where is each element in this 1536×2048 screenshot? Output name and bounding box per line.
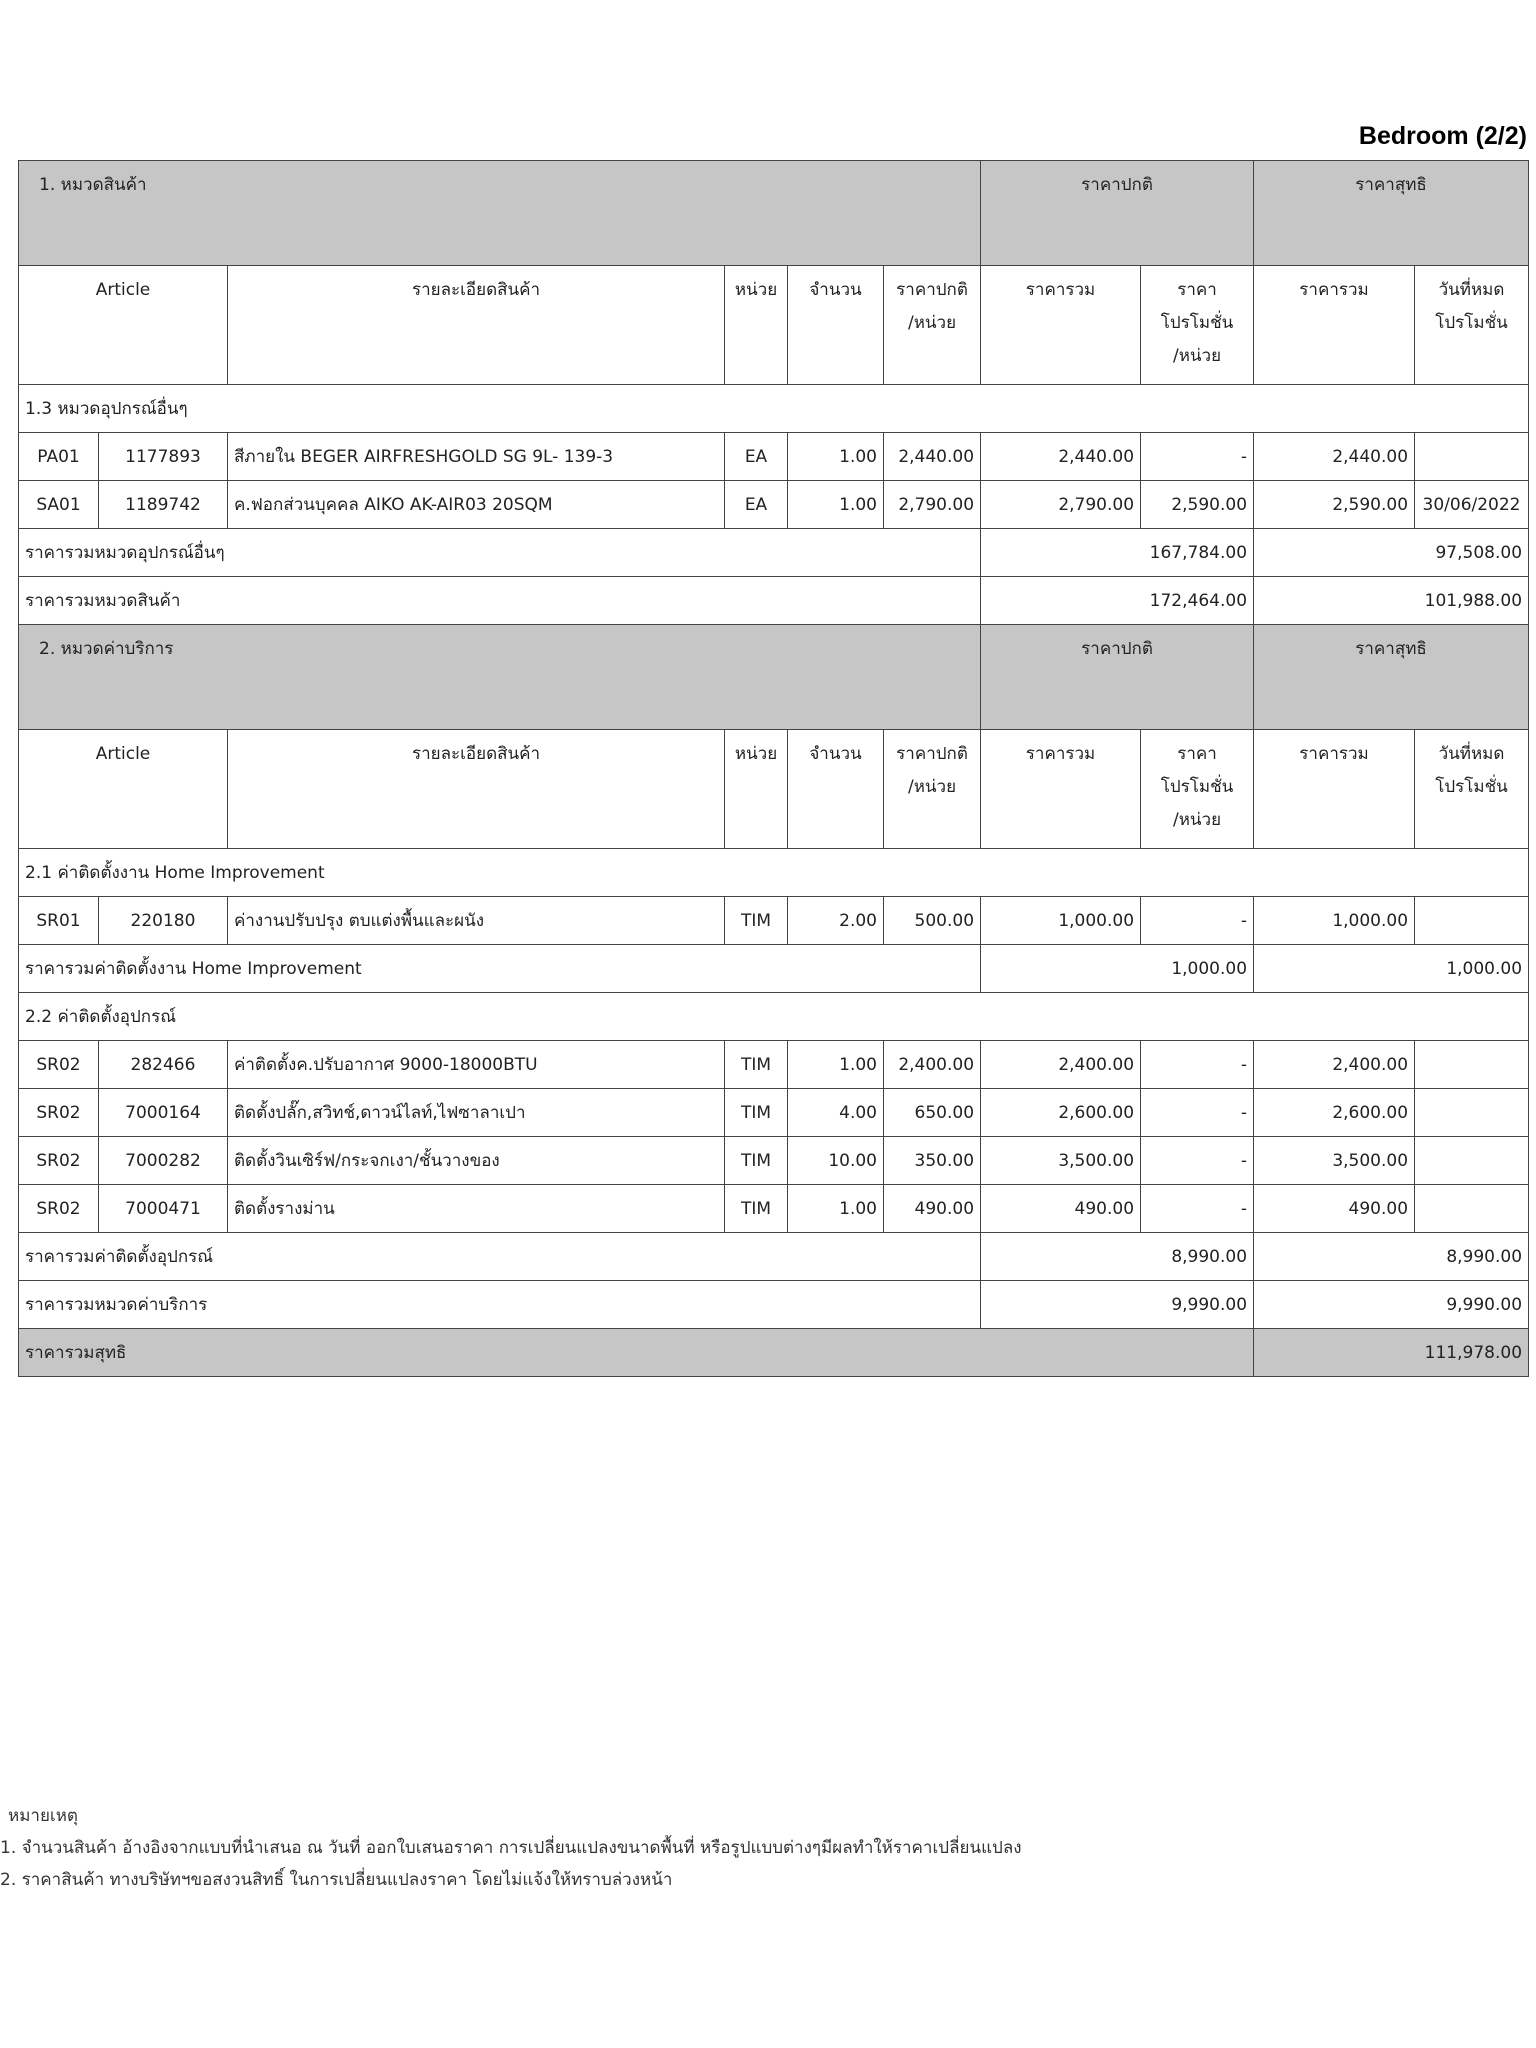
page-title: Bedroom (2/2) xyxy=(1358,122,1527,150)
column-header-row xyxy=(19,730,1529,849)
cell-qty: 4.00 xyxy=(788,1089,884,1137)
cell-code: SR02 xyxy=(19,1089,99,1137)
group-title: 1.3 หมวดอุปกรณ์อื่นๆ xyxy=(19,385,1529,433)
cell-qty: 2.00 xyxy=(788,897,884,945)
cell-article: 7000282 xyxy=(99,1137,228,1185)
col-article: Article xyxy=(19,730,228,849)
col-promo-end: วันที่หมด โปรโมชั่น xyxy=(1415,266,1529,385)
note-item: 1. จำนวนสินค้า อ้างอิงจากแบบที่นำเสนอ ณ วันที่ ออกใบเสนอราคา การเปลี่ยนแปลงขนาดพื้นที่ หรือรูปแบบต่างๆมีผลทำให้ราคาเปลี่ยนแปลง xyxy=(0,1838,1022,1858)
col-promo: ราคา โปรโมชั่น /หน่วย xyxy=(1141,266,1254,385)
section-total-net: 101,988.00 xyxy=(1254,577,1529,625)
cell-end xyxy=(1415,433,1529,481)
section-total-normal: 172,464.00 xyxy=(981,577,1254,625)
cell-unit: TIM xyxy=(725,1089,788,1137)
cell-qty: 1.00 xyxy=(788,433,884,481)
table-row xyxy=(19,1185,1529,1233)
cell-net: 3,500.00 xyxy=(1254,1137,1415,1185)
cell-net: 2,590.00 xyxy=(1254,481,1415,529)
col-total: ราคารวม xyxy=(981,730,1141,849)
cell-article: 1177893 xyxy=(99,433,228,481)
cell-total: 490.00 xyxy=(981,1185,1141,1233)
note-item: 2. ราคาสินค้า ทางบริษัทฯขอสงวนสิทธิ์ ในการเปลี่ยนแปลงราคา โดยไม่แจ้งให้ทราบล่วงหน้า xyxy=(0,1870,673,1890)
cell-unit: TIM xyxy=(725,897,788,945)
section-total-row xyxy=(19,577,1529,625)
section-total-net: 9,990.00 xyxy=(1254,1281,1529,1329)
cell-end xyxy=(1415,897,1529,945)
col-unit-price: ราคาปกติ /หน่วย xyxy=(884,730,981,849)
cell-promo: - xyxy=(1141,433,1254,481)
cell-desc: ติดตั้งวินเซิร์ฟ/กระจกเงา/ชั้นวางของ xyxy=(228,1137,725,1185)
table-row xyxy=(19,481,1529,529)
cell-desc: ติดตั้งรางม่าน xyxy=(228,1185,725,1233)
section-total-row xyxy=(19,1281,1529,1329)
cell-unit: TIM xyxy=(725,1137,788,1185)
table-row xyxy=(19,1137,1529,1185)
normal-price-header: ราคาปกติ xyxy=(981,625,1254,730)
col-unit: หน่วย xyxy=(725,730,788,849)
cell-total: 2,440.00 xyxy=(981,433,1141,481)
cell-net: 490.00 xyxy=(1254,1185,1415,1233)
quotation-table xyxy=(18,160,1529,1377)
cell-unit-price: 2,790.00 xyxy=(884,481,981,529)
cell-article: 1189742 xyxy=(99,481,228,529)
cell-code: SR02 xyxy=(19,1041,99,1089)
table-row xyxy=(19,433,1529,481)
cell-unit: EA xyxy=(725,481,788,529)
cell-end: 30/06/2022 xyxy=(1415,481,1529,529)
cell-promo: - xyxy=(1141,1137,1254,1185)
cell-code: SR02 xyxy=(19,1137,99,1185)
grand-total-row xyxy=(19,1329,1529,1377)
cell-total: 1,000.00 xyxy=(981,897,1141,945)
cell-promo: 2,590.00 xyxy=(1141,481,1254,529)
table-row xyxy=(19,1089,1529,1137)
cell-article: 7000164 xyxy=(99,1089,228,1137)
subtotal-net: 97,508.00 xyxy=(1254,529,1529,577)
subtotal-normal: 8,990.00 xyxy=(981,1233,1254,1281)
net-price-header: ราคาสุทธิ xyxy=(1254,625,1529,730)
notes-heading: หมายเหตุ xyxy=(8,1806,78,1826)
cell-net: 2,440.00 xyxy=(1254,433,1415,481)
cell-net: 1,000.00 xyxy=(1254,897,1415,945)
col-promo: ราคา โปรโมชั่น /หน่วย xyxy=(1141,730,1254,849)
grand-total-value: 111,978.00 xyxy=(1254,1329,1529,1377)
cell-code: SA01 xyxy=(19,481,99,529)
cell-desc: ค่างานปรับปรุง ตบแต่งพื้นและผนัง xyxy=(228,897,725,945)
grand-total-label: ราคารวมสุทธิ xyxy=(19,1329,1254,1377)
table-row xyxy=(19,1041,1529,1089)
column-header-row xyxy=(19,266,1529,385)
subtotal-net: 1,000.00 xyxy=(1254,945,1529,993)
section-title: 1. หมวดสินค้า xyxy=(19,161,981,266)
net-price-header: ราคาสุทธิ xyxy=(1254,161,1529,266)
cell-end xyxy=(1415,1185,1529,1233)
col-net-total: ราคารวม xyxy=(1254,266,1415,385)
subtotal-row xyxy=(19,1233,1529,1281)
table-row xyxy=(19,897,1529,945)
col-promo-end: วันที่หมด โปรโมชั่น xyxy=(1415,730,1529,849)
cell-total: 2,790.00 xyxy=(981,481,1141,529)
cell-promo: - xyxy=(1141,1185,1254,1233)
subtotal-net: 8,990.00 xyxy=(1254,1233,1529,1281)
col-qty: จำนวน xyxy=(788,266,884,385)
cell-unit: TIM xyxy=(725,1041,788,1089)
cell-qty: 10.00 xyxy=(788,1137,884,1185)
section-title: 2. หมวดค่าบริการ xyxy=(19,625,981,730)
cell-unit-price: 2,400.00 xyxy=(884,1041,981,1089)
section-total-label: ราคารวมหมวดค่าบริการ xyxy=(19,1281,981,1329)
cell-desc: ติดตั้งปลั๊ก,สวิทช์,ดาวน์ไลท์,ไฟซาลาเปา xyxy=(228,1089,725,1137)
cell-desc: สีภายใน BEGER AIRFRESHGOLD SG 9L- 139-3 xyxy=(228,433,725,481)
group-title-row xyxy=(19,385,1529,433)
cell-desc: ค่าติดตั้งค.ปรับอากาศ 9000-18000BTU xyxy=(228,1041,725,1089)
subtotal-normal: 1,000.00 xyxy=(981,945,1254,993)
cell-unit: EA xyxy=(725,433,788,481)
cell-qty: 1.00 xyxy=(788,1041,884,1089)
cell-promo: - xyxy=(1141,1089,1254,1137)
cell-code: SR02 xyxy=(19,1185,99,1233)
cell-article: 220180 xyxy=(99,897,228,945)
cell-promo: - xyxy=(1141,897,1254,945)
subtotal-label: ราคารวมค่าติดตั้งอุปกรณ์ xyxy=(19,1233,981,1281)
normal-price-header: ราคาปกติ xyxy=(981,161,1254,266)
cell-net: 2,600.00 xyxy=(1254,1089,1415,1137)
group-title-row xyxy=(19,993,1529,1041)
col-net-total: ราคารวม xyxy=(1254,730,1415,849)
section-total-normal: 9,990.00 xyxy=(981,1281,1254,1329)
col-total: ราคารวม xyxy=(981,266,1141,385)
cell-code: PA01 xyxy=(19,433,99,481)
cell-end xyxy=(1415,1089,1529,1137)
section-total-label: ราคารวมหมวดสินค้า xyxy=(19,577,981,625)
section-header xyxy=(19,161,1529,266)
col-desc: รายละเอียดสินค้า xyxy=(228,730,725,849)
cell-unit-price: 650.00 xyxy=(884,1089,981,1137)
col-article: Article xyxy=(19,266,228,385)
section-header xyxy=(19,625,1529,730)
cell-end xyxy=(1415,1137,1529,1185)
subtotal-row xyxy=(19,529,1529,577)
cell-end xyxy=(1415,1041,1529,1089)
cell-unit-price: 350.00 xyxy=(884,1137,981,1185)
cell-article: 282466 xyxy=(99,1041,228,1089)
col-qty: จำนวน xyxy=(788,730,884,849)
notes xyxy=(0,1800,1022,1896)
col-unit-price: ราคาปกติ /หน่วย xyxy=(884,266,981,385)
cell-unit-price: 2,440.00 xyxy=(884,433,981,481)
cell-promo: - xyxy=(1141,1041,1254,1089)
cell-qty: 1.00 xyxy=(788,1185,884,1233)
cell-qty: 1.00 xyxy=(788,481,884,529)
cell-unit-price: 500.00 xyxy=(884,897,981,945)
subtotal-normal: 167,784.00 xyxy=(981,529,1254,577)
cell-total: 2,600.00 xyxy=(981,1089,1141,1137)
col-unit: หน่วย xyxy=(725,266,788,385)
subtotal-label: ราคารวมหมวดอุปกรณ์อื่นๆ xyxy=(19,529,981,577)
cell-article: 7000471 xyxy=(99,1185,228,1233)
col-desc: รายละเอียดสินค้า xyxy=(228,266,725,385)
group-title: 2.2 ค่าติดตั้งอุปกรณ์ xyxy=(19,993,1529,1041)
subtotal-row xyxy=(19,945,1529,993)
group-title: 2.1 ค่าติดตั้งงาน Home Improvement xyxy=(19,849,1529,897)
cell-unit-price: 490.00 xyxy=(884,1185,981,1233)
cell-total: 3,500.00 xyxy=(981,1137,1141,1185)
cell-unit: TIM xyxy=(725,1185,788,1233)
cell-desc: ค.ฟอกส่วนบุคคล AIKO AK-AIR03 20SQM xyxy=(228,481,725,529)
cell-code: SR01 xyxy=(19,897,99,945)
subtotal-label: ราคารวมค่าติดตั้งงาน Home Improvement xyxy=(19,945,981,993)
cell-net: 2,400.00 xyxy=(1254,1041,1415,1089)
cell-total: 2,400.00 xyxy=(981,1041,1141,1089)
group-title-row xyxy=(19,849,1529,897)
